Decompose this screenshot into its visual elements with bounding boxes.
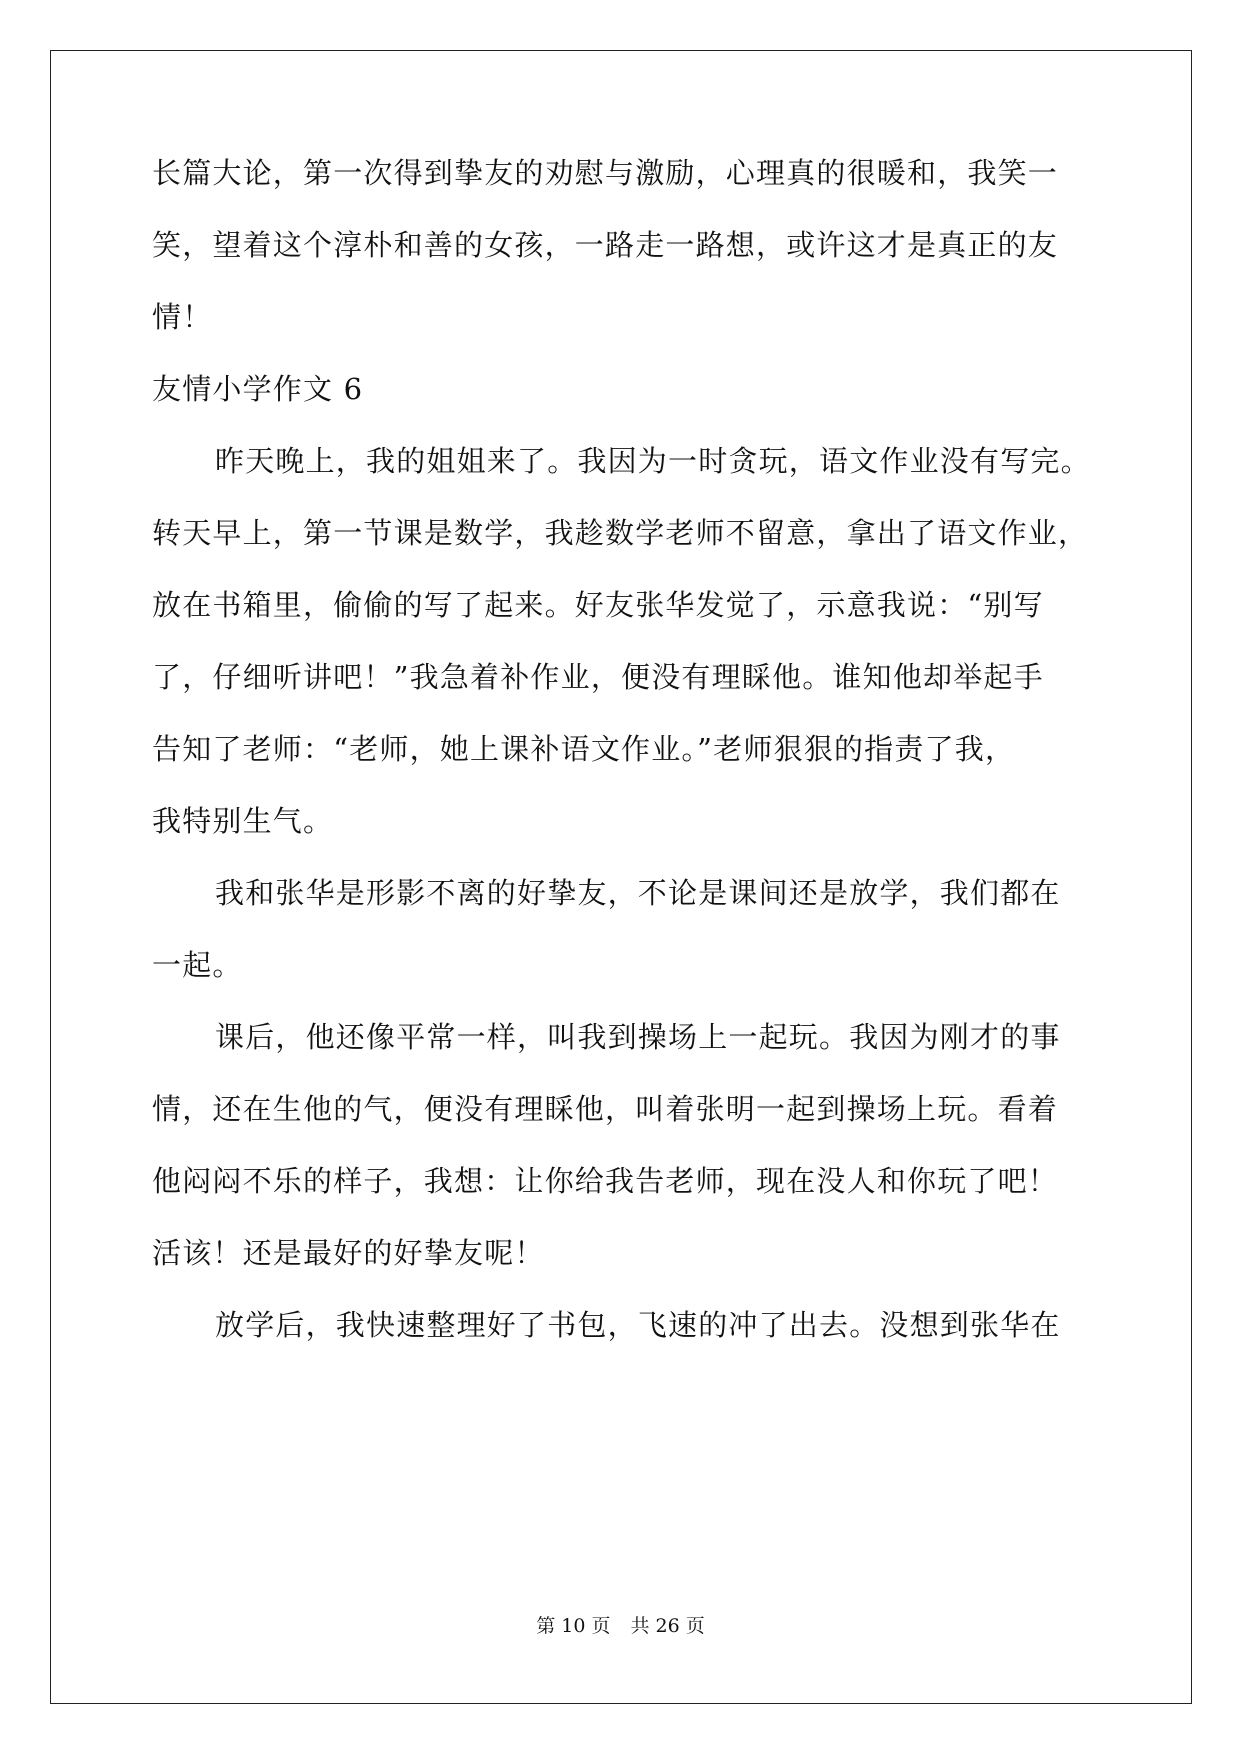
page-total: 共 26 页: [630, 1615, 705, 1637]
text-line: 告知了老师：“老师，她上课补语文作业。”老师狠狠的指责了我，: [152, 732, 1016, 766]
text-line: 情！: [152, 300, 213, 334]
page-footer: [0, 1614, 1241, 1638]
text-line: 课后，他还像平常一样，叫我到操场上一起玩。我因为刚才的事: [215, 1020, 1061, 1054]
text-line: 放学后，我快速整理好了书包，飞速的冲了出去。没想到张华在: [215, 1308, 1061, 1342]
text-line: 活该！还是最好的好挚友呢！: [152, 1236, 545, 1270]
text-line: 一起。: [152, 948, 243, 982]
section-heading: 友情小学作文 6: [152, 372, 364, 406]
text-line: 情，还在生他的气，便没有理睬他，叫着张明一起到操场上玩。看着: [152, 1092, 1059, 1126]
text-line: 放在书箱里，偷偷的写了起来。好友张华发觉了，示意我说：“别写: [152, 588, 1044, 622]
text-line: 我特别生气。: [152, 804, 334, 838]
text-line: 他闷闷不乐的样子，我想：让你给我告老师，现在没人和你玩了吧！: [152, 1164, 1059, 1198]
text-line: 笑，望着这个淳朴和善的女孩，一路走一路想，或许这才是真正的友: [152, 228, 1059, 262]
text-line: 转天早上，第一节课是数学，我趁数学老师不留意，拿出了语文作业，: [152, 516, 1089, 550]
page-number: 第 10 页: [536, 1615, 611, 1637]
text-line: 了，仔细听讲吧！”我急着补作业，便没有理睬他。谁知他却举起手: [152, 660, 1044, 694]
text-line: 昨天晚上，我的姐姐来了。我因为一时贪玩，语文作业没有写完。: [215, 444, 1091, 478]
text-line: 我和张华是形影不离的好挚友，不论是课间还是放学，我们都在: [215, 876, 1061, 910]
text-line: 长篇大论，第一次得到挚友的劝慰与激励，心理真的很暖和，我笑一: [152, 156, 1059, 190]
